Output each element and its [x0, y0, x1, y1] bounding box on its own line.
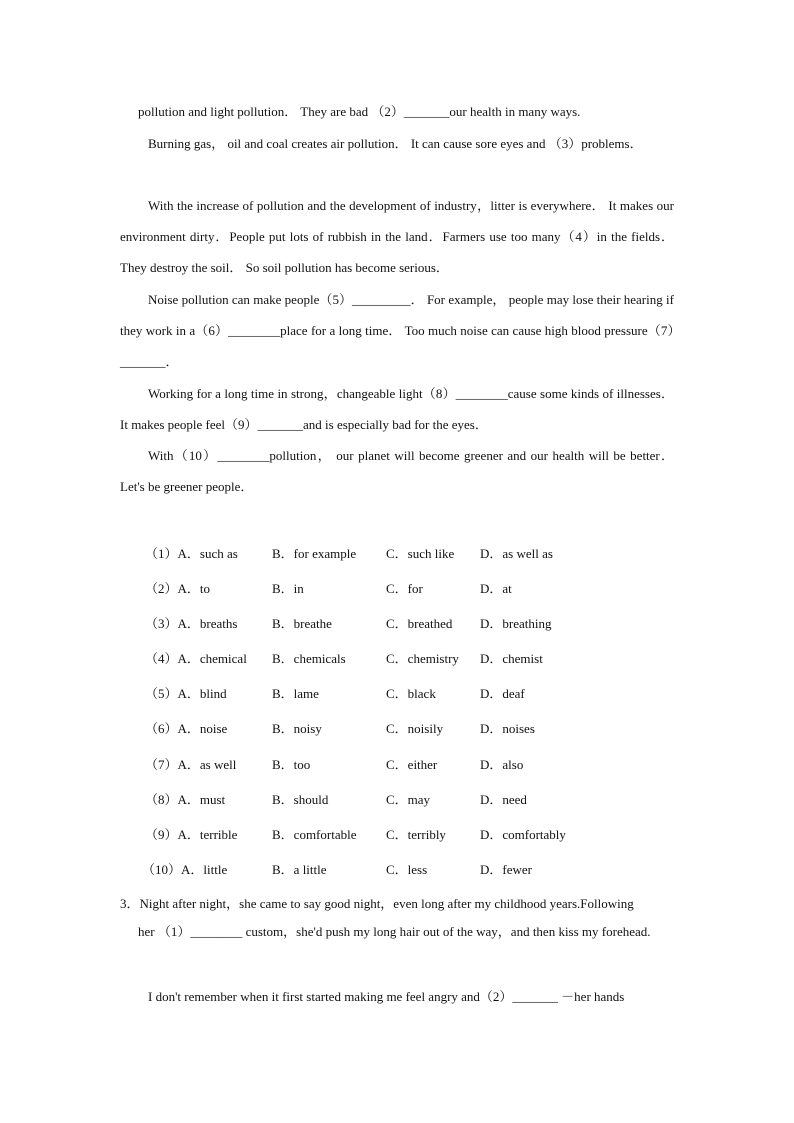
option-b: B．breathe	[272, 616, 332, 632]
option-d: D．chemist	[480, 651, 543, 667]
option-row	[142, 857, 642, 892]
option-d: D．noises	[480, 721, 535, 737]
option-a: （9）A．terrible	[145, 826, 238, 842]
option-a: （2）A．to	[145, 581, 211, 597]
option-b: B．lame	[272, 686, 319, 702]
option-row	[145, 541, 645, 576]
option-c: C．terribly	[386, 826, 446, 842]
option-d: D．fewer	[480, 861, 532, 877]
option-row	[145, 611, 645, 646]
passage-line-top: pollution and light pollution． They are bad （2）_______our health in many ways.	[138, 104, 581, 119]
option-b: B．in	[272, 581, 304, 597]
option-d: D．also	[480, 756, 524, 772]
option-b: B．too	[272, 756, 311, 772]
question-3-next-line: I don't remember when it first started making me feel angry and（2）_______ －her hands	[148, 989, 625, 1004]
option-row	[145, 576, 645, 611]
passage-paragraph-3: Noise pollution can make people（5）_________． For example， people may lose their hearing if they work in a（6）________place for a long time． Too much noise can cause high blood pressure（7）_______．	[120, 292, 674, 370]
passage-paragraph-2: With the increase of pollution and the development of industry，litter is everywhere． It makes our environment dirty．People put lots of rubbish in the land．Farmers use too many（4）in the fields． They destroy the soil． So soil pollution has become serious．	[120, 198, 674, 276]
option-row	[145, 787, 645, 822]
question-3-title: 3．Night after night，she came to say good night，even long after my childhood years.Following	[120, 896, 634, 911]
options-list	[142, 541, 645, 892]
option-c: C．black	[386, 686, 436, 702]
option-c: C．breathed	[386, 616, 453, 632]
question-3-body: her （1）________ custom，she'd push my long hair out of the way，and then kiss my forehead.	[138, 924, 651, 939]
passage-paragraph-4: Working for a long time in strong，changeable light（8）________cause some kinds of illnesses．It makes people feel（9）_______and is especially bad for the eyes．	[120, 386, 674, 433]
option-row	[145, 752, 645, 787]
option-b: B．noisy	[272, 721, 322, 737]
option-b: B．should	[272, 791, 329, 807]
passage-paragraph-5: With（10）________pollution， our planet will become greener and our health will be better．Let's be greener people．	[120, 448, 674, 495]
option-d: D．as well as	[480, 546, 553, 561]
option-row	[145, 716, 645, 751]
option-b: B．for example	[272, 546, 357, 561]
passage-paragraph-1: Burning gas， oil and coal creates air pollution． It can cause sore eyes and （3）problems．	[148, 136, 643, 151]
option-row	[145, 681, 645, 716]
option-d: D．deaf	[480, 686, 525, 702]
option-c: C．less	[386, 861, 428, 877]
option-a: （7）A．as well	[145, 756, 237, 772]
option-b: B．chemicals	[272, 651, 346, 667]
option-row	[145, 822, 645, 857]
option-d: D．breathing	[480, 616, 552, 632]
option-c: C．such like	[386, 546, 455, 561]
option-a: （4）A．chemical	[145, 651, 247, 667]
option-c: C．chemistry	[386, 651, 459, 667]
option-b: B．comfortable	[272, 826, 357, 842]
option-c: C．may	[386, 791, 431, 807]
option-a: （8）A．must	[145, 791, 226, 807]
option-d: D．need	[480, 791, 527, 807]
option-a: （10）A．little	[142, 861, 228, 877]
option-b: B．a little	[272, 861, 327, 877]
option-a: （6）A．noise	[145, 721, 228, 737]
option-a: （5）A．blind	[145, 686, 227, 702]
option-c: C．for	[386, 581, 423, 597]
option-d: D．at	[480, 581, 512, 597]
option-c: C．either	[386, 756, 438, 772]
option-d: D．comfortably	[480, 826, 566, 842]
option-row	[145, 646, 645, 681]
option-a: （3）A．breaths	[145, 616, 238, 632]
option-c: C．noisily	[386, 721, 444, 737]
option-a: （1）A．such as	[145, 546, 238, 561]
